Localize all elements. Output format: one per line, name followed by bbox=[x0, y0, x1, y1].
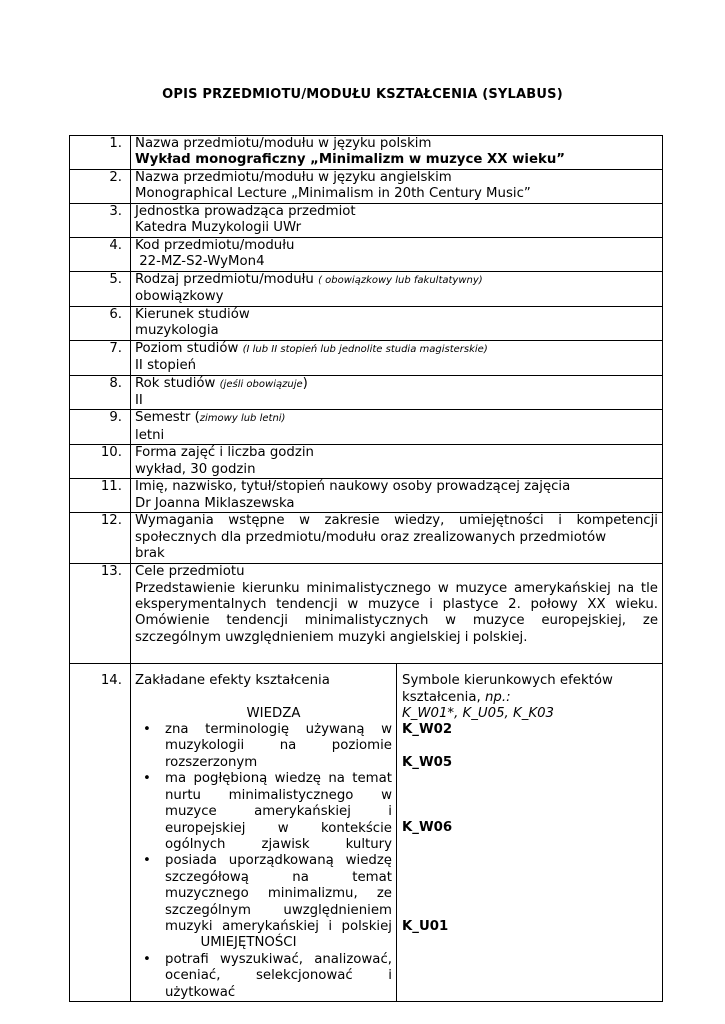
symbols-example: K_W01*, K_U05, K_K03 bbox=[402, 706, 555, 722]
table-row bbox=[70, 410, 663, 445]
row-value: letni bbox=[135, 427, 165, 443]
row-number: 4. bbox=[70, 238, 131, 272]
list-item: • ma pogłębioną wiedzę na temat nurtu minimalistycznego w muzyce amerykańskiej i europejskiej w kontekście ogólnych zjawisk kultury bbox=[165, 771, 392, 853]
row-label: Jednostka prowadząca przedmiot bbox=[135, 204, 356, 219]
symbol-code: K_U01 bbox=[402, 918, 449, 934]
table-row bbox=[70, 375, 663, 410]
row-note: (jeśli obowiązuje bbox=[219, 378, 303, 390]
row-number: 10. bbox=[70, 445, 131, 479]
table-row bbox=[70, 204, 663, 238]
row-value: Dr Joanna Miklaszewska bbox=[135, 495, 295, 511]
row-number: 3. bbox=[70, 204, 131, 238]
row-content bbox=[131, 564, 663, 664]
row-number: 2. bbox=[70, 170, 131, 204]
row-number: 12. bbox=[70, 513, 131, 564]
row-note: ( obowiązkowy lub fakultatywny) bbox=[318, 275, 483, 286]
effects-list bbox=[135, 722, 392, 935]
table-row bbox=[70, 445, 663, 479]
row-label: Poziom studiów bbox=[135, 340, 239, 356]
row-content bbox=[131, 375, 663, 410]
row-number: 1. bbox=[70, 136, 131, 170]
row-label: Imię, nazwisko, tytuł/stopień naukowy osoby prowadzącej zajęcia bbox=[135, 479, 571, 495]
symbol-code: K_W06 bbox=[402, 820, 453, 836]
row-label: Kod przedmiotu/modułu bbox=[135, 238, 295, 253]
row-label: Nazwa przedmiotu/modułu w języku polskim bbox=[135, 136, 432, 151]
row-value: II bbox=[135, 393, 143, 409]
symbols-cell bbox=[397, 664, 663, 1002]
row-content bbox=[131, 479, 663, 513]
row-number: 7. bbox=[70, 340, 131, 375]
row-content bbox=[131, 410, 663, 445]
row-content bbox=[131, 513, 663, 564]
effects-label: Zakładane efekty kształcenia bbox=[135, 673, 330, 689]
table-row bbox=[70, 272, 663, 307]
table-row bbox=[70, 306, 663, 340]
row-label: Cele przedmiotu bbox=[135, 564, 245, 580]
row-number: 5. bbox=[70, 272, 131, 307]
row-value: wykład, 30 godzin bbox=[135, 461, 256, 477]
row-label: Nazwa przedmiotu/modułu w języku angielskim bbox=[135, 170, 452, 185]
list-item: • potrafi wyszukiwać, analizować, oceniać, selekcjonować i użytkować bbox=[165, 952, 392, 1001]
row-value: brak bbox=[135, 546, 165, 562]
row-value: Katedra Muzykologii UWr bbox=[135, 220, 302, 236]
row-content bbox=[131, 272, 663, 307]
row-note: zimowy lub letni) bbox=[199, 413, 286, 425]
row-value: II stopień bbox=[135, 358, 197, 374]
table-row bbox=[70, 564, 663, 664]
row-note: (I lub II stopień lub jednolite studia magisterskie) bbox=[242, 343, 488, 355]
row-value: Monographical Lecture „Minimalism in 20th Century Music” bbox=[135, 186, 531, 202]
row-content bbox=[131, 136, 663, 170]
row-number: 14. bbox=[70, 664, 131, 1002]
row-value: muzykologia bbox=[135, 323, 219, 339]
table-row bbox=[70, 664, 663, 1002]
symbols-header: Symbole kierunkowych efektów kształcenia, np.: bbox=[402, 673, 613, 705]
list-item: • posiada uporządkowaną wiedzę szczegółową na temat muzycznego minimalizmu, ze szczególnym uwzględnieniem muzyki amerykańskiej i polskiej bbox=[165, 853, 392, 935]
row-value: 22-MZ-S2-WyMon4 bbox=[135, 254, 265, 270]
table-row bbox=[70, 136, 663, 170]
row-content bbox=[131, 170, 663, 204]
row-number: 13. bbox=[70, 564, 131, 664]
row-value: obowiązkowy bbox=[135, 289, 224, 305]
row-label: Forma zajęć i liczba godzin bbox=[135, 445, 314, 461]
table-row bbox=[70, 479, 663, 513]
row-content bbox=[131, 204, 663, 238]
row-label: Kierunek studiów bbox=[135, 306, 250, 322]
syllabus-table bbox=[69, 135, 663, 1002]
table-row bbox=[70, 170, 663, 204]
row-label: Rodzaj przedmiotu/modułu bbox=[135, 272, 314, 287]
umiejetnosci-heading: UMIEJĘTNOŚCI bbox=[200, 935, 297, 951]
table-row bbox=[70, 238, 663, 272]
table-row bbox=[70, 340, 663, 375]
row-value: Przedstawienie kierunku minimalistycznego w muzyce amerykańskiej na tle eksperymentalnych tendencji w muzyce i plastyce 2. połowy XX wieku. Omówienie tendencji minimalistycznych w muzyce europejskiej, ze szczególnym uwzględnieniem muzyki angielskiej i polskiej. bbox=[135, 580, 658, 645]
row-content bbox=[131, 445, 663, 479]
row-content bbox=[131, 306, 663, 340]
effects-cell bbox=[131, 664, 397, 1002]
row-content bbox=[131, 238, 663, 272]
row-number: 6. bbox=[70, 306, 131, 340]
row-number: 11. bbox=[70, 479, 131, 513]
table-row bbox=[70, 513, 663, 564]
row-label: Wymagania wstępne w zakresie wiedzy, umiejętności i kompetencji społecznych dla przedmiotu/modułu oraz zrealizowanych przedmiotów bbox=[135, 513, 658, 545]
row-value: Wykład monograficzny „Minimalizm w muzyce XX wieku” bbox=[135, 152, 566, 168]
symbol-code: K_W02 bbox=[402, 722, 453, 738]
row-number: 8. bbox=[70, 375, 131, 410]
row-number: 9. bbox=[70, 410, 131, 445]
row-content bbox=[131, 340, 663, 375]
row-label: Semestr ( bbox=[135, 410, 200, 426]
list-item: • zna terminologię używaną w muzykologii na poziomie rozszerzonym bbox=[165, 722, 392, 771]
effects-list bbox=[135, 952, 392, 1001]
document-title: OPIS PRZEDMIOTU/MODUŁU KSZTAŁCENIA (SYLABUS) bbox=[162, 87, 563, 102]
row-label-end: ) bbox=[302, 375, 308, 391]
wiedza-heading: WIEDZA bbox=[246, 705, 301, 721]
row-label: Rok studiów bbox=[135, 375, 216, 391]
symbol-code: K_W05 bbox=[402, 754, 453, 770]
